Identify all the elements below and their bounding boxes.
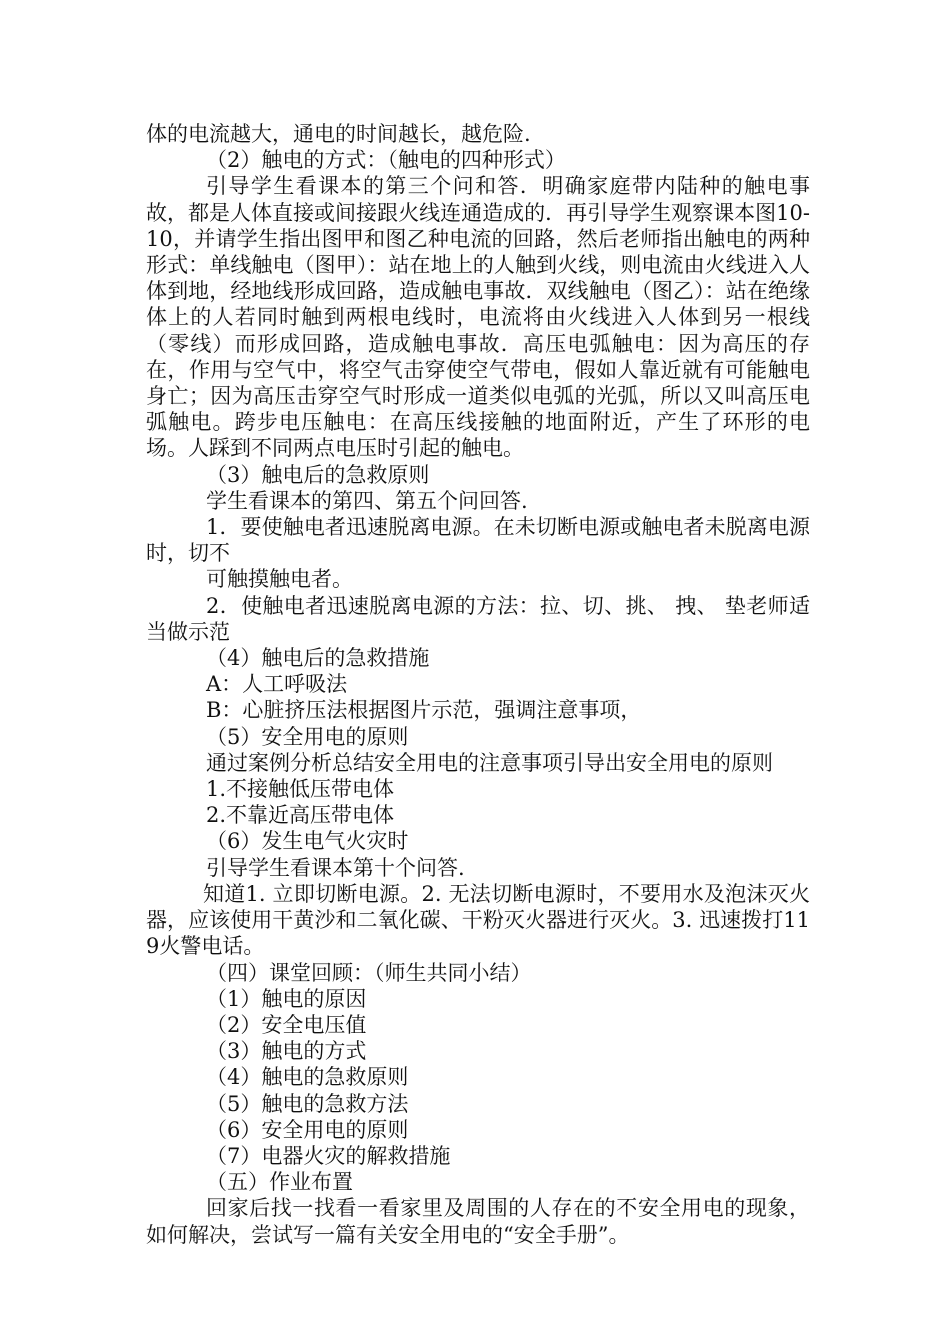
paragraph: 回家后找一找看一看家里及周围的人存在的不安全用电的现象，如何解决，尝试写一篇有关安全用电的“安全手册”。 bbox=[146, 1196, 810, 1247]
section-heading: （5）安全用电的原则 bbox=[206, 724, 409, 749]
paragraph: 体的电流越大，通电的时间越长，越危险. bbox=[146, 122, 531, 146]
section-heading: （2）触电的方式：（触电的四种形式） bbox=[206, 148, 566, 173]
paragraph: 2．使触电者迅速脱离电源的方法：拉、切、挑、 拽、 垫老师适当做示范 bbox=[146, 593, 810, 644]
list-item: （4）触电的急救原则 bbox=[206, 1065, 409, 1090]
paragraph: 1．要使触电者迅速脱离电源。在未切断电源或触电者未脱离电源时，切不 bbox=[146, 515, 810, 566]
section-heading: （6）发生电气火灾时 bbox=[206, 829, 409, 854]
list-item: （7）电器火灾的解救措施 bbox=[206, 1143, 451, 1168]
section-heading: （4）触电后的急救措施 bbox=[206, 646, 430, 671]
paragraph: 知道1. 立即切断电源。2. 无法切断电源时，不要用水及泡沫灭火器，应该使用干黄沙和二氧化碳、干粉灭火器进行灭火。3. 迅速拨打119火警电话。 bbox=[146, 881, 810, 959]
list-item: 1.不接触低压带电体 bbox=[206, 777, 395, 802]
list-item: （3）触电的方式 bbox=[206, 1039, 367, 1064]
list-item: B：心脏挤压法根据图片示范，强调注意事项， bbox=[206, 698, 642, 723]
section-heading: （3）触电后的急救原则 bbox=[206, 462, 430, 487]
list-item: 2.不靠近高压带电体 bbox=[206, 803, 395, 828]
section-heading: （四）课堂回顾：（师生共同小结） bbox=[206, 960, 532, 985]
text-line: 可触摸触电者。 bbox=[206, 567, 353, 592]
list-item: （2）安全电压值 bbox=[206, 1012, 367, 1037]
list-item: （6）安全用电的原则 bbox=[206, 1117, 409, 1142]
text-line: 通过案例分析总结安全用电的注意事项引导出安全用电的原则 bbox=[206, 750, 773, 775]
document-body bbox=[146, 121, 810, 1248]
text-line: 学生看课本的第四、第五个问回答. bbox=[206, 488, 528, 513]
section-heading: （五）作业布置 bbox=[206, 1170, 353, 1195]
paragraph: 引导学生看课本的第三个问和答．明确家庭带内陆种的触电事故，都是人体直接或间接跟火线连通造成的．再引导学生观察课本图10-10，并请学生指出图甲和图乙种电流的回路，然后老师指出触电的两种形式：单线触电（图甲）：站在地上的人触到火线，则电流由火线进入人体到地，经地线形成回路，造成触电事故．双线触电（图乙）：站在绝缘体上的人若同时触到两根电线时，电流将由火线进入人体到另一根线（零线）而形成回路，造成触电事故．高压电弧触电：因为高压的存在，作用与空气中，将空气击穿使空气带电，假如人靠近就有可能触电身亡；因为高压击穿空气时形成一道类似电弧的光弧，所以又叫高压电弧触电。跨步电压触电：在高压线接触的地面附近，产生了环形的电场。人踩到不同两点电压时引起的触电。 bbox=[146, 174, 810, 461]
list-item: （5）触电的急救方法 bbox=[206, 1091, 409, 1116]
text-line: 引导学生看课本第十个问答. bbox=[206, 855, 465, 880]
list-item: （1）触电的原因 bbox=[206, 986, 367, 1011]
list-item: A：人工呼吸法 bbox=[206, 672, 348, 697]
